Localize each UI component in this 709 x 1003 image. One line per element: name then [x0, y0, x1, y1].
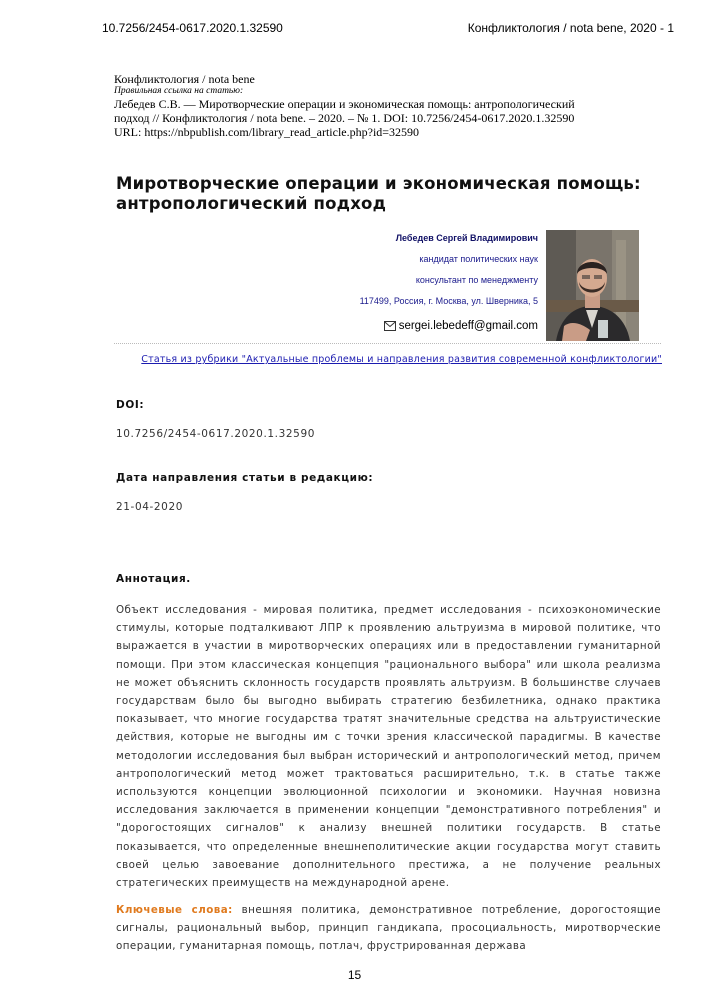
- author-photo-image: [546, 230, 639, 341]
- citation-journal: Конфликтология / nota bene: [114, 72, 255, 86]
- author-email[interactable]: sergei.lebedeff@gmail.com: [398, 320, 538, 332]
- doi-value: 10.7256/2454-0617.2020.1.32590: [116, 428, 316, 440]
- author-degree: кандидат политических наук: [419, 254, 538, 264]
- article-title: Миротворческие операции и экономическая помощь: антропологический подход: [116, 174, 641, 213]
- divider: [114, 343, 661, 344]
- author-email-row[interactable]: [300, 320, 538, 332]
- author-name: Лебедев Сергей Владимирович: [395, 233, 538, 243]
- author-address: 117499, Россия, г. Москва, ул. Шверника, 5: [359, 296, 538, 306]
- running-header-doi: 10.7256/2454-0617.2020.1.32590: [102, 21, 283, 35]
- citation-correct-link-label: Правильная ссылка на статью:: [114, 86, 244, 96]
- citation-reference: Лебедев С.В. — Миротворческие операции и экономическая помощь: антропологический подход // Конфликтология / nota bene. – 2020. – № 1. DOI: 10.7256/2454-0617.2020.1.32590 URL: https://nbpublish.com/library_read_article.php?id=32590: [114, 97, 575, 139]
- keywords-block: [116, 901, 661, 956]
- citation-block: [114, 72, 584, 139]
- abstract-label: Аннотация.: [116, 573, 191, 585]
- author-position: консультант по менеджменту: [415, 275, 538, 285]
- keywords-text: внешняя политика, демонстративное потребление, дорогостоящие сигналы, рациональный выбор, принцип гандикапа, просоциальность, миротворческие операции, гуманитарная помощь, потлач, фрустрированная держава: [116, 904, 662, 953]
- keywords-label: Ключевые слова:: [116, 904, 233, 916]
- doi-label: DOI:: [116, 399, 145, 411]
- submission-date-label: Дата направления статьи в редакцию:: [116, 472, 374, 484]
- author-info: [300, 232, 538, 316]
- abstract-text: Объект исследования - мировая политика, предмет исследования - психоэкономические стимулы, которые подталкивают ЛПР к проявлению альтруизма в мировой политике, что выражается в участии в миротворческих операциях или в предоставлении гуманитарной помощи. При этом классическая концепция "рационального выбора" или школа реализма не может объяснить склонность государств проявлять альтруизм. В большинстве случаев государствам было бы выгодно выбирать стратегию безбилетника, однако практика показывает, что многие государства тратят значительные средства на альтруистические действия, которые не выгодны им с точки зрения классической парадигмы. В качестве методологии исследования был выбран исторический и антропологический метод, причем антропологический метод может трактоваться расширительно, т.к. в статье также используются концепции эволюционной психологии и экономики. Научная новизна исследования заключается в применении концепции "демонстративного потребления" и "дорогостоящих сигналов" к анализу внешней политики государств. В статье показывается, что определенные внешнеполитические акции государства могут ставить своей целью завоевание дополнительного престижа, а не получение реальных стратегических преимуществ на международной арене.: [116, 604, 661, 890]
- running-header-journal: Конфликтология / nota bene, 2020 - 1: [467, 21, 674, 35]
- author-photo: [546, 230, 639, 341]
- rubric-link[interactable]: Статья из рубрики "Актуальные проблемы и направления развития современной конфликтологии": [141, 354, 662, 365]
- page-number: 15: [347, 968, 362, 982]
- submission-date-value: 21-04-2020: [116, 501, 184, 513]
- envelope-icon: [384, 321, 396, 331]
